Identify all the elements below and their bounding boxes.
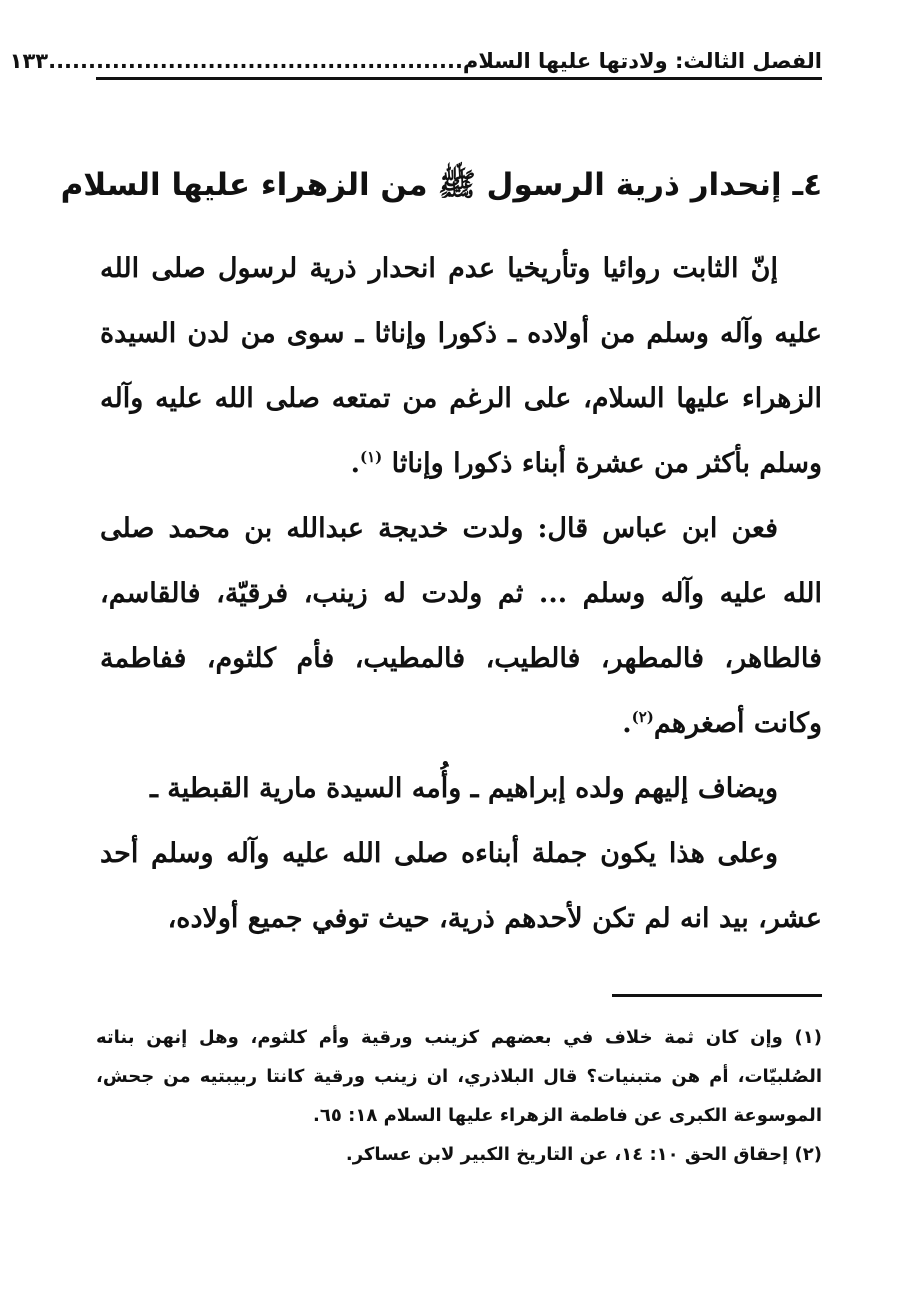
chapter-title: الفصل الثالث: ولادتها عليها السلام.................................................... bbox=[48, 49, 822, 73]
paragraph-end: . bbox=[622, 708, 632, 739]
footnote-divider bbox=[612, 994, 822, 997]
paragraph-text: فعن ابن عباس قال: ولدت خديجة عبدالله بن محمد صلى الله عليه وآله وسلم ... ثم ولدت له زينب، فرقيّة، فالقاسم، فالطاهر، فالمطهر، فالطيب، فالمطيب، فأم كلثوم، ففاطمة وكانت أصغرهم bbox=[100, 513, 822, 739]
body-text bbox=[100, 236, 822, 951]
paragraph bbox=[100, 756, 822, 821]
footnote: (١) وإن كان ثمة خلاف في بعضهم كزينب ورقية وأم كلثوم، وهل إنهن بناته الصُلبيّات، أم هن متبنيات؟ قال البلاذري، ان زينب ورقية كانتا ربيبتيه من جحش، الموسوعة الكبرى عن فاطمة الزهراء عليها السلام ١٨: ٦٥. bbox=[96, 1027, 822, 1126]
footnote-reference[interactable]: (٢) bbox=[631, 708, 654, 726]
running-header bbox=[9, 36, 822, 80]
footnote: (٢) إحقاق الحق ١٠: ١٤، عن التاريخ الكبير لابن عساكر. bbox=[345, 1144, 822, 1165]
paragraph bbox=[100, 236, 822, 496]
paragraph-text: إنّ الثابت روائيا وتأريخيا عدم انحدار ذرية لرسول صلى الله عليه وآله وسلم من أولاده ـ ذكورا وإناثا ـ سوى من لدن السيدة الزهراء عليها السلام، على الرغم من تمتعه صلى الله عليه وآله وسلم بأكثر من عشرة أبناء ذكورا وإناثا bbox=[100, 253, 822, 479]
paragraph bbox=[100, 821, 822, 951]
paragraph-text: وعلى هذا يكون جملة أبناءه صلى الله عليه وآله وسلم أحد عشر، بيد انه لم تكن لأحدهم ذرية، حيث توفي جميع أولاده، bbox=[100, 838, 822, 934]
paragraph-text: ويضاف إليهم ولده إبراهيم ـ وأُمه السيدة مارية القبطية ـ bbox=[149, 773, 778, 804]
paragraph-end: . bbox=[350, 448, 360, 479]
paragraph bbox=[100, 496, 822, 756]
footnotes bbox=[96, 1018, 822, 1174]
section-heading: ٤ـ إنحدار ذرية الرسول ﷺ من الزهراء عليها السلام bbox=[60, 167, 822, 203]
page-number: ١٣٣ bbox=[9, 49, 49, 73]
footnote-reference[interactable]: (١) bbox=[359, 448, 383, 466]
